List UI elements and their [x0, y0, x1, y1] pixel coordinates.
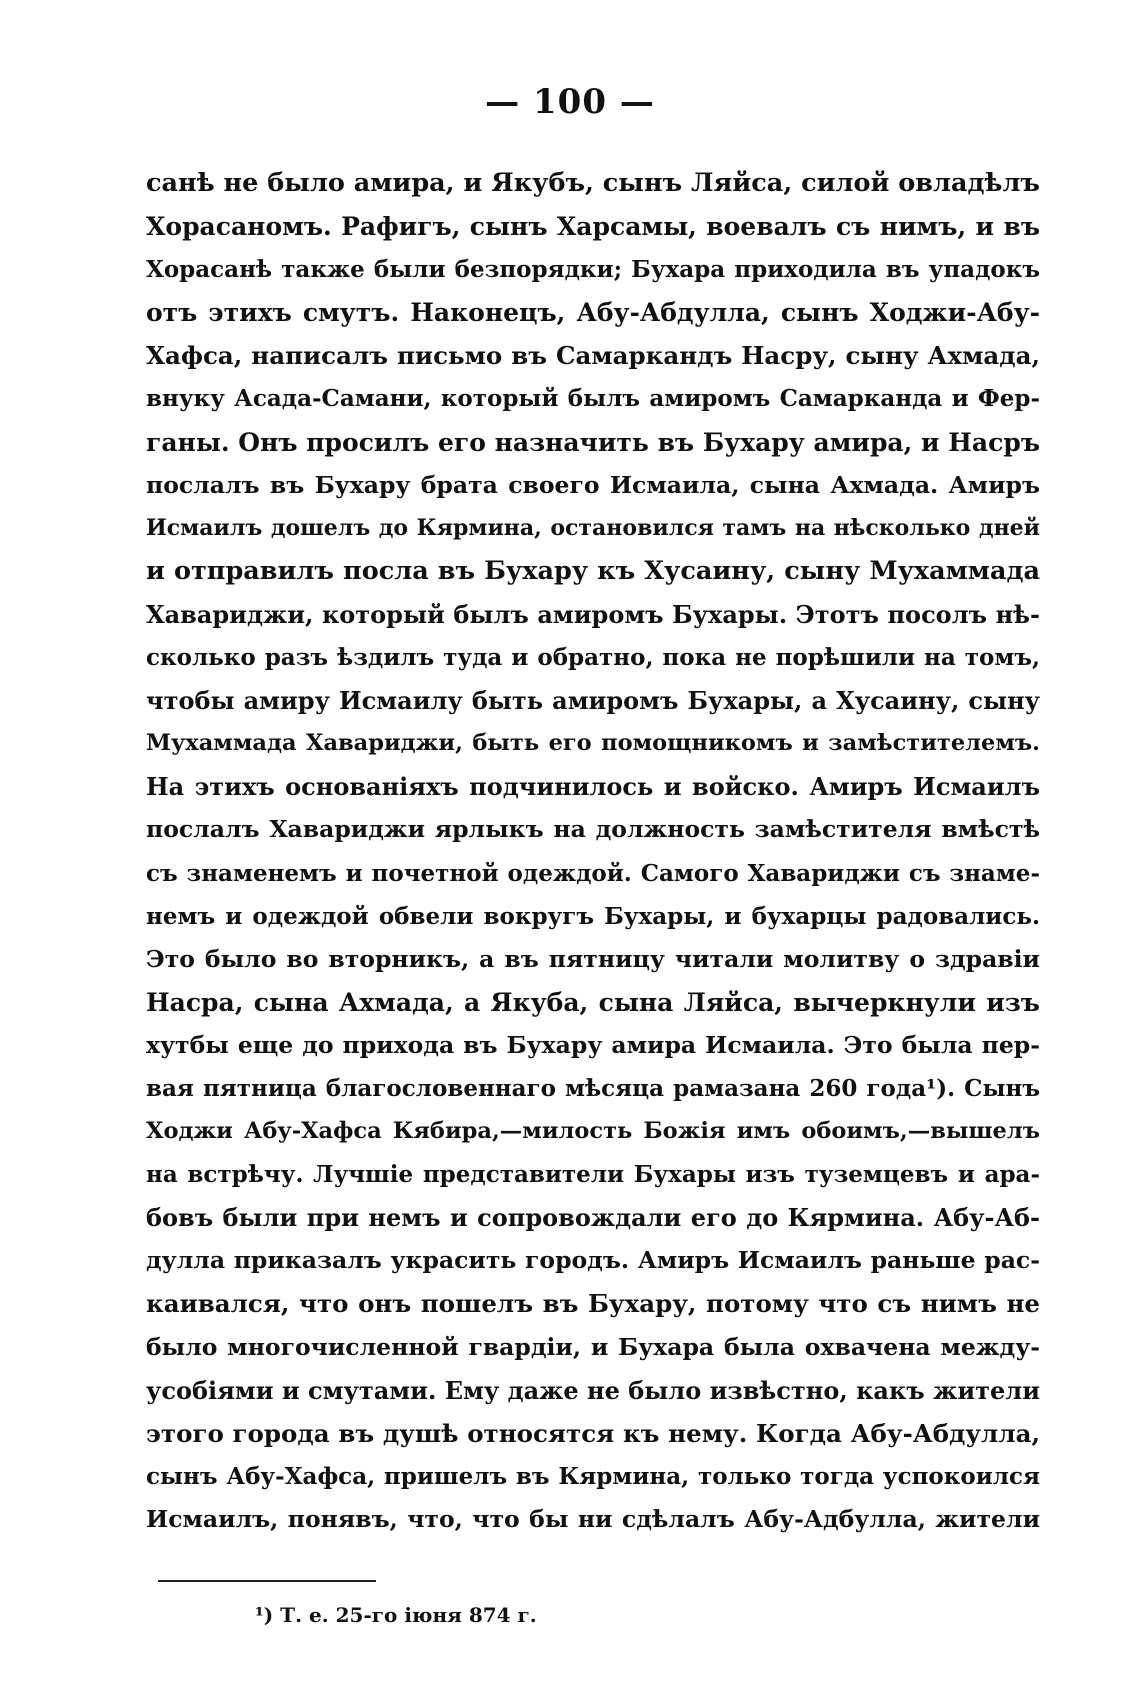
- text-line: дулла приказалъ украсить городъ. Амиръ Исмаилъ раньше рас-: [146, 1246, 1040, 1275]
- text-line: Мухаммада Хавариджи, быть его помощникомъ и замѣстителемъ.: [146, 730, 1040, 757]
- text-line: усобіями и смутами. Ему даже не было извѣстно, какъ жители: [146, 1375, 1040, 1405]
- text-line: этого города въ душѣ относятся къ нему. Когда Абу-Абдулла,: [146, 1418, 1040, 1448]
- text-line: Хафса, написалъ письмо въ Самаркандъ Насру, сыну Ахмада,: [146, 341, 1040, 371]
- footnote: ¹) Т. е. 25-го іюня 874 г.: [255, 1603, 537, 1627]
- text-line: Насра, сына Ахмада, а Якуба, сына Ляйса, вычеркнули изъ: [146, 987, 1040, 1017]
- text-line: хутбы еще до прихода въ Бухару амира Исмаила. Это была пер-: [146, 1030, 1040, 1059]
- text-line: бовъ были при немъ и сопровождали его до Кярмина. Абу-Аб-: [146, 1203, 1040, 1233]
- text-line: на встрѣчу. Лучшіе представители Бухары изъ туземцевъ и ара-: [146, 1161, 1040, 1189]
- text-line: сколько разъ ѣздилъ туда и обратно, пока не порѣшили на томъ,: [146, 644, 1040, 672]
- text-line: вая пятница благословеннаго мѣсяца рамазана 260 года¹). Сынъ: [146, 1074, 1040, 1102]
- text-line: и отправилъ посла въ Бухару къ Хусаину, сыну Мухаммада: [146, 555, 1040, 586]
- text-line: каивался, что онъ пошелъ въ Бухару, потому что съ нимъ не: [146, 1289, 1040, 1319]
- text-line: послалъ въ Бухару брата своего Исмаила, сына Ахмада. Амиръ: [146, 470, 1040, 499]
- text-line: ганы. Онъ просилъ его назначить въ Бухару амира, и Насръ: [146, 427, 1040, 457]
- text-line: послалъ Хавариджи ярлыкъ на должность замѣстителя вмѣстѣ: [146, 815, 1040, 844]
- text-line: Хорасаномъ. Рафигъ, сынъ Харсамы, воевалъ съ нимъ, и въ: [146, 212, 1040, 242]
- text-line: Хорасанѣ также были безпорядки; Бухара приходила въ упадокъ: [146, 256, 1040, 284]
- text-line: Хавариджи, который былъ амиромъ Бухары. Этотъ посолъ нѣ-: [146, 599, 1040, 629]
- text-line: Ходжи Абу-Хафса Кябира,—милость Божія имъ обоимъ,—вышелъ: [146, 1118, 1040, 1145]
- footnote-divider: [158, 1580, 376, 1582]
- text-line: съ знаменемъ и почетной одеждой. Самого Хавариджи съ знаме-: [146, 859, 1040, 887]
- text-line: санѣ не было амира, и Якубъ, сынъ Ляйса, силой овладѣлъ: [146, 168, 1040, 198]
- text-line: Это было во вторникъ, а въ пятницу читали молитву о здравіи: [146, 944, 1040, 973]
- text-line: На этихъ основаніяхъ подчинилось и войско. Амиръ Исмаилъ: [146, 772, 1040, 802]
- text-line: было многочисленной гвардіи, и Бухара была охвачена между-: [146, 1332, 1040, 1361]
- text-line: сынъ Абу-Хафса, пришелъ въ Кярмина, только тогда успокоился: [146, 1462, 1040, 1490]
- text-line: Исмаилъ дошелъ до Кярмина, остановился тамъ на нѣсколько дней: [146, 514, 1040, 541]
- text-line: отъ этихъ смутъ. Наконецъ, Абу-Абдулла, сынъ Ходжи-Абу-: [146, 298, 1040, 328]
- text-line: внуку Асада-Самани, который былъ амиромъ Самарканда и Фер-: [146, 385, 1040, 413]
- body-text: [146, 162, 1040, 1541]
- text-line: немъ и одеждой обвели вокругъ Бухары, и бухарцы радовались.: [146, 902, 1040, 930]
- text-line: Исмаилъ, понявъ, что, что бы ни сдѣлалъ Абу-Адбулла, жители: [146, 1504, 1040, 1533]
- text-line: чтобы амиру Исмаилу быть амиромъ Бухары, а Хусаину, сыну: [146, 686, 1040, 716]
- page-number: — 100 —: [485, 82, 655, 122]
